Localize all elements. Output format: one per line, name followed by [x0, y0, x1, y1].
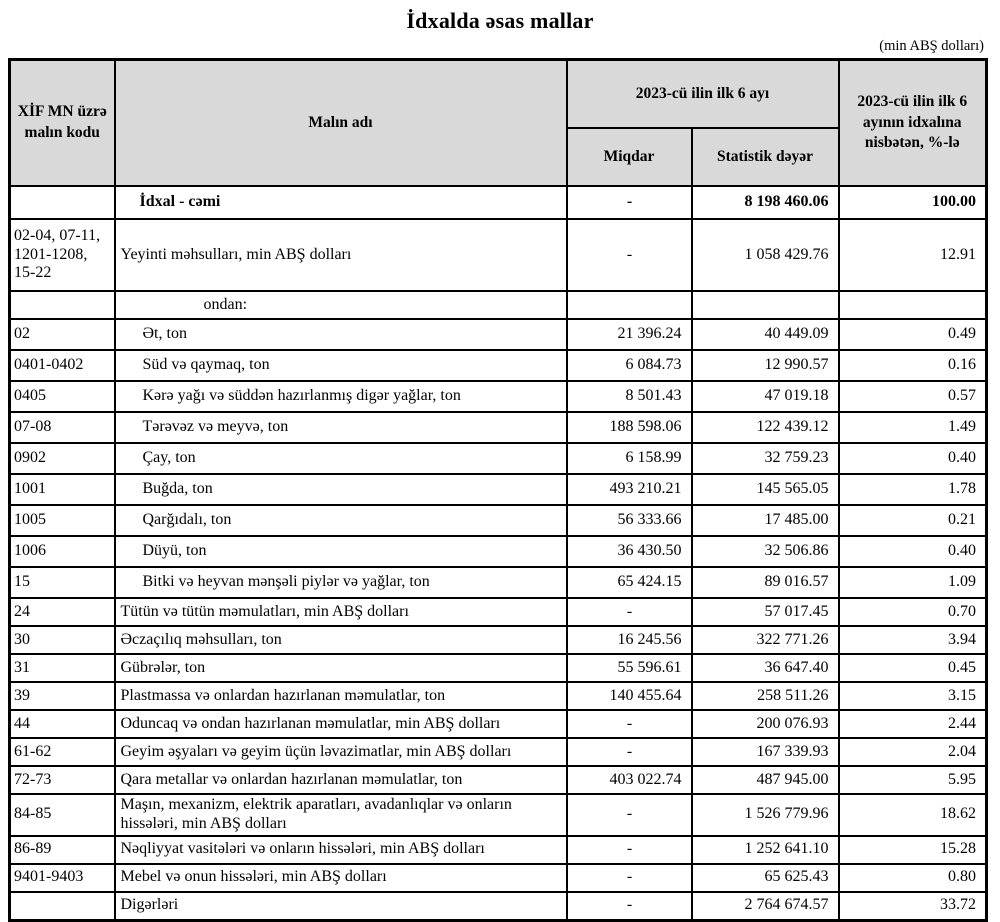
- cell-percent: 0.70: [839, 598, 987, 626]
- cell-value: 65 625.43: [692, 864, 839, 892]
- cell-value: 1 058 429.76: [692, 219, 839, 291]
- cell-code: 30: [10, 626, 115, 654]
- imports-table: [8, 58, 988, 922]
- cell-percent: 1.49: [839, 412, 987, 443]
- header-ratio: 2023-cü ilin ilk 6 ayının idxalına nisbətən, %-lə: [839, 60, 987, 187]
- table-row: [10, 567, 987, 598]
- cell-value: 487 945.00: [692, 766, 839, 794]
- cell-quantity: -: [567, 892, 692, 921]
- cell-name: Bitki və heyvan mənşəli piylər və yağlar, ton: [115, 567, 567, 598]
- cell-value: [692, 291, 839, 319]
- header-name: Malın adı: [115, 60, 567, 187]
- cell-value: 89 016.57: [692, 567, 839, 598]
- cell-value: 167 339.93: [692, 738, 839, 766]
- cell-name: Əczaçılıq məhsulları, ton: [115, 626, 567, 654]
- cell-code: 0405: [10, 381, 115, 412]
- table-row: [10, 626, 987, 654]
- cell-code: 86-89: [10, 836, 115, 864]
- header-code: XİF MN üzrə malın kodu: [10, 60, 115, 187]
- cell-name: Ət, ton: [115, 319, 567, 350]
- cell-name: İdxal - cəmi: [115, 186, 567, 219]
- table-row: [10, 598, 987, 626]
- cell-code: 72-73: [10, 766, 115, 794]
- cell-value: 57 017.45: [692, 598, 839, 626]
- cell-quantity: 21 396.24: [567, 319, 692, 350]
- cell-code: 24: [10, 598, 115, 626]
- cell-name: Düyü, ton: [115, 536, 567, 567]
- cell-code: [10, 291, 115, 319]
- cell-code: 0401-0402: [10, 350, 115, 381]
- header-value: Statistik dəyər: [692, 128, 839, 186]
- cell-percent: 100.00: [839, 186, 987, 219]
- cell-name: Mebel və onun hissələri, min ABŞ dolları: [115, 864, 567, 892]
- cell-name: Qarğıdalı, ton: [115, 505, 567, 536]
- cell-code: 15: [10, 567, 115, 598]
- table-row: [10, 710, 987, 738]
- cell-quantity: 36 430.50: [567, 536, 692, 567]
- cell-code: 44: [10, 710, 115, 738]
- page-title: İdxalda əsas mallar: [406, 8, 594, 33]
- cell-code: 9401-9403: [10, 864, 115, 892]
- cell-quantity: 16 245.56: [567, 626, 692, 654]
- cell-value: 32 506.86: [692, 536, 839, 567]
- cell-percent: 0.16: [839, 350, 987, 381]
- cell-quantity: 56 333.66: [567, 505, 692, 536]
- table-row: [10, 836, 987, 864]
- cell-value: 40 449.09: [692, 319, 839, 350]
- cell-code: 61-62: [10, 738, 115, 766]
- table-row: [10, 219, 987, 291]
- table-row: [10, 682, 987, 710]
- cell-quantity: 65 424.15: [567, 567, 692, 598]
- cell-value: 122 439.12: [692, 412, 839, 443]
- cell-value: 32 759.23: [692, 443, 839, 474]
- table-row: [10, 536, 987, 567]
- cell-name: Tütün və tütün məmulatları, min ABŞ dolları: [115, 598, 567, 626]
- cell-percent: 18.62: [839, 794, 987, 836]
- cell-value: 145 565.05: [692, 474, 839, 505]
- unit-note: (min ABŞ dolları): [879, 38, 984, 54]
- cell-percent: 15.28: [839, 836, 987, 864]
- cell-quantity: 140 455.64: [567, 682, 692, 710]
- cell-quantity: [567, 291, 692, 319]
- table-row: [10, 186, 987, 219]
- cell-quantity: 6 084.73: [567, 350, 692, 381]
- cell-value: 322 771.26: [692, 626, 839, 654]
- header-row-1: [10, 60, 987, 129]
- cell-value: 17 485.00: [692, 505, 839, 536]
- cell-code: 02: [10, 319, 115, 350]
- cell-value: 2 764 674.57: [692, 892, 839, 921]
- table-row: [10, 350, 987, 381]
- cell-quantity: -: [567, 864, 692, 892]
- cell-quantity: 8 501.43: [567, 381, 692, 412]
- cell-percent: 1.09: [839, 567, 987, 598]
- header-quantity: Miqdar: [567, 128, 692, 186]
- table-row: [10, 766, 987, 794]
- cell-name: Nəqliyyat vasitələri və onların hissələri, min ABŞ dolları: [115, 836, 567, 864]
- cell-name: ondan:: [115, 291, 567, 319]
- table-row: [10, 412, 987, 443]
- cell-name: Maşın, mexanizm, elektrik aparatları, avadanlıqlar və onların hissələri, min ABŞ dolları: [115, 794, 567, 836]
- cell-quantity: -: [567, 710, 692, 738]
- cell-quantity: -: [567, 794, 692, 836]
- cell-percent: 2.44: [839, 710, 987, 738]
- cell-percent: 0.80: [839, 864, 987, 892]
- cell-quantity: 55 596.61: [567, 654, 692, 682]
- table-row: [10, 319, 987, 350]
- cell-percent: 0.40: [839, 443, 987, 474]
- cell-code: 0902: [10, 443, 115, 474]
- cell-value: 8 198 460.06: [692, 186, 839, 219]
- cell-code: 84-85: [10, 794, 115, 836]
- cell-name: Süd və qaymaq, ton: [115, 350, 567, 381]
- cell-value: 1 252 641.10: [692, 836, 839, 864]
- cell-percent: 3.94: [839, 626, 987, 654]
- table-header: [10, 60, 987, 187]
- cell-percent: 3.15: [839, 682, 987, 710]
- cell-code: [10, 186, 115, 219]
- cell-code: [10, 892, 115, 921]
- cell-code: 07-08: [10, 412, 115, 443]
- header-period: 2023-cü ilin ilk 6 ayı: [567, 60, 839, 129]
- table-row: [10, 381, 987, 412]
- cell-name: Çay, ton: [115, 443, 567, 474]
- cell-name: Buğda, ton: [115, 474, 567, 505]
- table-row: [10, 794, 987, 836]
- cell-name: Kərə yağı və süddən hazırlanmış digər yağlar, ton: [115, 381, 567, 412]
- cell-percent: 0.57: [839, 381, 987, 412]
- cell-percent: [839, 291, 987, 319]
- table-row: [10, 864, 987, 892]
- cell-quantity: -: [567, 836, 692, 864]
- table-row: [10, 474, 987, 505]
- cell-name: Digərləri: [115, 892, 567, 921]
- cell-quantity: -: [567, 186, 692, 219]
- cell-percent: 0.45: [839, 654, 987, 682]
- cell-value: 36 647.40: [692, 654, 839, 682]
- cell-code: 1006: [10, 536, 115, 567]
- cell-percent: 12.91: [839, 219, 987, 291]
- cell-code: 1001: [10, 474, 115, 505]
- table-row: [10, 738, 987, 766]
- cell-quantity: 403 022.74: [567, 766, 692, 794]
- cell-name: Oduncaq və ondan hazırlanan məmulatlar, min ABŞ dolları: [115, 710, 567, 738]
- cell-percent: 0.49: [839, 319, 987, 350]
- cell-code: 39: [10, 682, 115, 710]
- cell-code: 02-04, 07-11, 1201-1208, 15-22: [10, 219, 115, 291]
- cell-value: 200 076.93: [692, 710, 839, 738]
- cell-value: 12 990.57: [692, 350, 839, 381]
- table-row: [10, 654, 987, 682]
- table-row: [10, 505, 987, 536]
- cell-percent: 2.04: [839, 738, 987, 766]
- cell-quantity: -: [567, 598, 692, 626]
- cell-percent: 33.72: [839, 892, 987, 921]
- cell-name: Plastmassa və onlardan hazırlanan məmulatlar, ton: [115, 682, 567, 710]
- cell-quantity: 6 158.99: [567, 443, 692, 474]
- cell-quantity: -: [567, 219, 692, 291]
- table-row: [10, 892, 987, 921]
- cell-percent: 5.95: [839, 766, 987, 794]
- cell-code: 31: [10, 654, 115, 682]
- table-body: [10, 186, 987, 920]
- cell-name: Yeyinti məhsulları, min ABŞ dolları: [115, 219, 567, 291]
- table-row: [10, 291, 987, 319]
- cell-quantity: -: [567, 738, 692, 766]
- cell-value: 258 511.26: [692, 682, 839, 710]
- cell-quantity: 188 598.06: [567, 412, 692, 443]
- cell-percent: 0.40: [839, 536, 987, 567]
- cell-name: Qara metallar və onlardan hazırlanan məmulatlar, ton: [115, 766, 567, 794]
- cell-code: 1005: [10, 505, 115, 536]
- cell-name: Gübrələr, ton: [115, 654, 567, 682]
- cell-name: Geyim əşyaları və geyim üçün ləvazimatlar, min ABŞ dolları: [115, 738, 567, 766]
- cell-value: 47 019.18: [692, 381, 839, 412]
- cell-percent: 1.78: [839, 474, 987, 505]
- cell-name: Tərəvəz və meyvə, ton: [115, 412, 567, 443]
- cell-percent: 0.21: [839, 505, 987, 536]
- table-row: [10, 443, 987, 474]
- cell-quantity: 493 210.21: [567, 474, 692, 505]
- cell-value: 1 526 779.96: [692, 794, 839, 836]
